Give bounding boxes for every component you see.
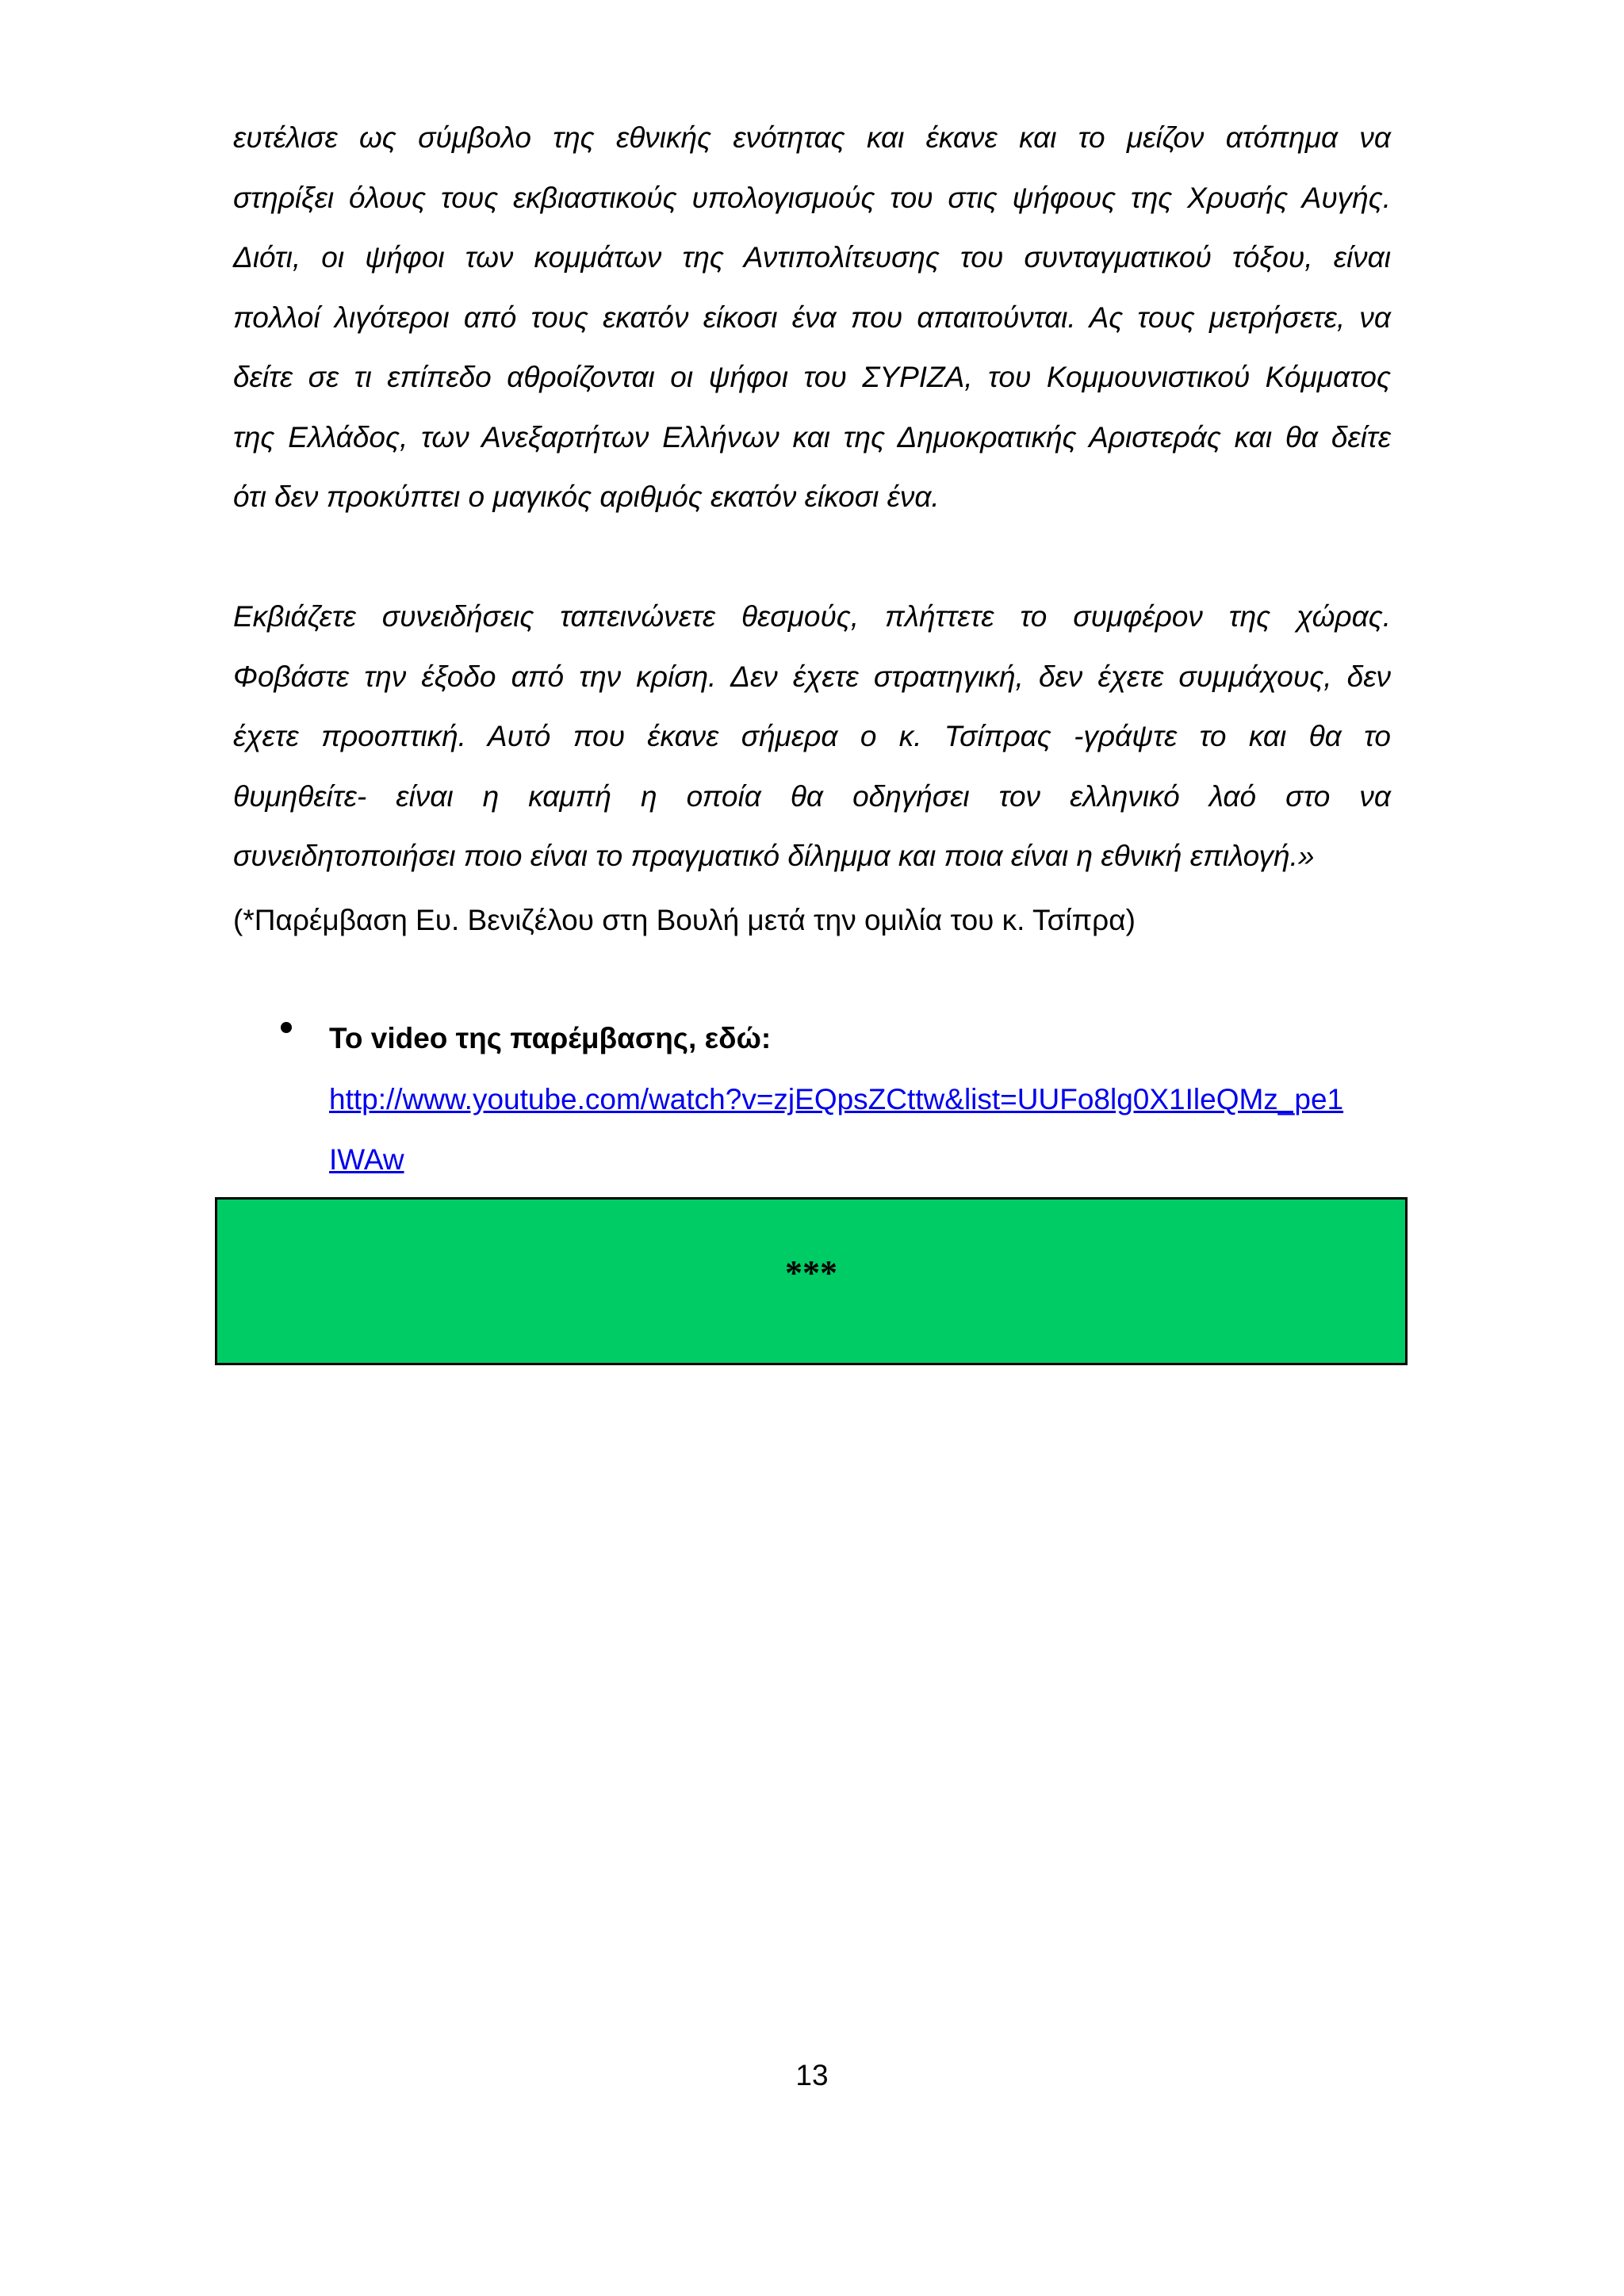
paragraph-line: στηρίξει όλους τους εκβιαστικούς υπολογισμούς του στις ψήφους της Χρυσής Αυγής. bbox=[233, 181, 1391, 214]
bullet-dot-icon bbox=[281, 1022, 292, 1033]
paragraph-line: συνειδητοποιήσει ποιο είναι το πραγματικό δίλημμα και ποια είναι η εθνική επιλογή.» bbox=[233, 840, 1315, 872]
page-number: 13 bbox=[795, 2059, 829, 2091]
paragraph-line: πολλοί λιγότεροι από τους εκατόν είκοσι ένα που απαιτούνται. Ας τους μετρήσετε, να bbox=[233, 300, 1391, 334]
source-note: (*Παρέμβαση Ευ. Βενιζέλου στη Βουλή μετά την ομιλία του κ. Τσίπρα) bbox=[233, 904, 1136, 936]
paragraph-line: έχετε προοπτική. Αυτό που έκανε σήμερα ο κ. Τσίπρας -γράψτε το και θα το bbox=[233, 720, 1391, 752]
paragraph-line: δείτε σε τι επίπεδο αθροίζονται οι ψήφοι του ΣΥΡΙΖΑ, του Κομμουνιστικού Κόμματος bbox=[233, 361, 1391, 393]
paragraph-line: της Ελλάδος, των Ανεξαρτήτων Ελλήνων και της Δημοκρατικής Αριστεράς και θα δείτε bbox=[233, 420, 1391, 453]
paragraph-line: Διότι, οι ψήφοι των κομμάτων της Αντιπολίτευσης του συνταγματικού τόξου, είναι bbox=[233, 241, 1391, 274]
section-separator-box bbox=[215, 1197, 1408, 1365]
bullet-title: Το video της παρέμβασης, εδώ: bbox=[329, 1022, 772, 1054]
paragraph-line: θυμηθείτε- είναι η καμπή η οποία θα οδηγήσει τον ελληνικό λαό στο να bbox=[233, 779, 1391, 813]
video-link-continuation[interactable]: IWAw bbox=[329, 1143, 404, 1176]
paragraph-line: ευτέλισε ως σύμβολο της εθνικής ενότητας και έκανε και το μείζον ατόπημα να bbox=[233, 121, 1391, 154]
paragraph-2 bbox=[233, 587, 1391, 886]
paragraph-1 bbox=[233, 108, 1391, 527]
paragraph-line: Εκβιάζετε συνειδήσεις ταπεινώνετε θεσμούς, πλήττετε το συμφέρον της χώρας. bbox=[233, 600, 1391, 633]
paragraph-line: Φοβάστε την έξοδο από την κρίση. Δεν έχετε στρατηγική, δεν έχετε συμμάχους, δεν bbox=[233, 660, 1391, 693]
video-link[interactable]: http://www.youtube.com/watch?v=zjEQpsZCttw&list=UUFo8lg0X1IleQMz_pe1 bbox=[329, 1083, 1344, 1115]
separator-stars: *** bbox=[785, 1253, 837, 1292]
paragraph-line: ότι δεν προκύπτει ο μαγικός αριθμός εκατόν είκοσι ένα. bbox=[233, 480, 940, 513]
